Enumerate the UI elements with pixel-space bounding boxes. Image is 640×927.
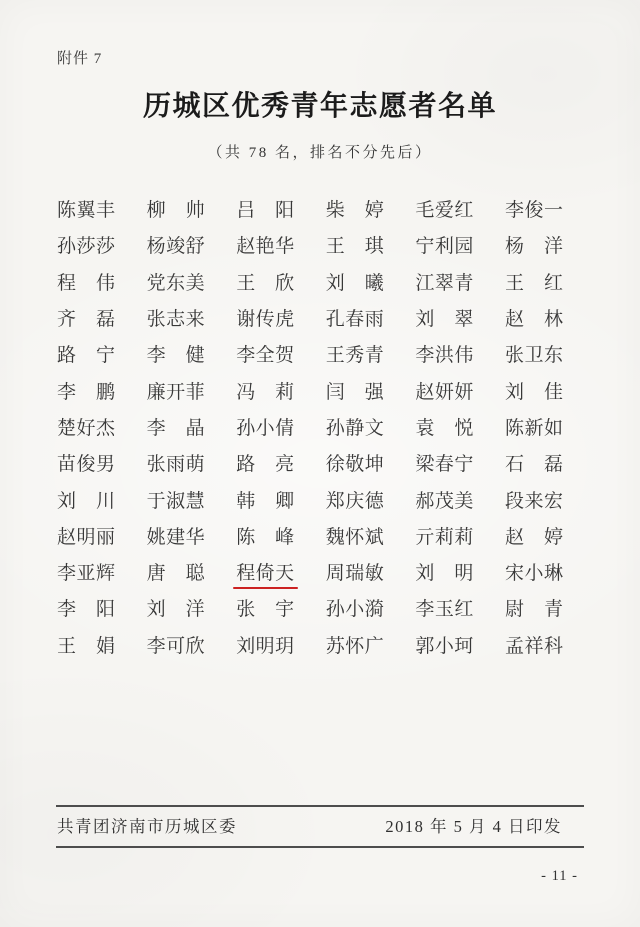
name-cell: 杨竣舒 (146, 236, 205, 258)
name-cell: 吕 阳 (236, 200, 295, 222)
name-cell: 赵 婷 (504, 526, 563, 548)
name-cell: 王 琪 (325, 236, 384, 258)
names-row (57, 374, 563, 410)
name-cell: 魏怀斌 (325, 526, 384, 548)
name-cell: 刘 翠 (415, 309, 474, 331)
name-cell: 苏怀广 (325, 635, 384, 657)
footer-row (57, 813, 562, 837)
name-cell: 刘明玥 (236, 635, 295, 657)
attachment-label: 附件 7 (57, 51, 103, 67)
name-cell: 王秀青 (325, 345, 384, 367)
name-cell: 李亚辉 (57, 563, 115, 585)
name-cell: 路 宁 (57, 345, 115, 367)
name-cell: 袁 悦 (415, 417, 474, 439)
name-cell: 赵艳华 (236, 236, 295, 258)
name-cell: 刘 洋 (146, 599, 205, 621)
name-cell: 赵明丽 (57, 526, 115, 548)
names-row (57, 338, 563, 374)
name-cell-underlined: 程倚天 (236, 563, 295, 585)
name-cell: 宋小琳 (504, 563, 563, 585)
name-cell: 赵 林 (504, 309, 563, 331)
name-cell: 韩 卿 (236, 490, 295, 512)
name-cell: 江翠青 (415, 272, 474, 294)
name-cell: 唐 聪 (146, 563, 205, 585)
page-number: - 11 - (541, 868, 578, 884)
name-cell: 李洪伟 (415, 345, 474, 367)
name-cell: 刘 佳 (504, 381, 563, 403)
name-cell: 毛爱红 (415, 200, 474, 222)
name-cell: 宁利园 (415, 236, 474, 258)
name-cell: 李俊一 (504, 200, 563, 222)
name-cell: 郭小珂 (415, 635, 474, 657)
names-row (57, 483, 563, 519)
name-cell: 刘 曦 (325, 272, 384, 294)
name-cell: 程 伟 (57, 272, 115, 294)
name-cell: 徐敬坤 (325, 454, 384, 476)
names-row (57, 520, 563, 556)
name-cell: 谢传虎 (236, 309, 295, 331)
name-cell: 王 红 (504, 272, 563, 294)
name-cell: 孔春雨 (325, 309, 384, 331)
name-cell: 郑庆德 (325, 490, 384, 512)
name-cell: 孙静文 (325, 417, 384, 439)
name-cell: 李 晶 (146, 417, 205, 439)
names-row (57, 229, 563, 265)
name-cell: 张 宇 (236, 599, 295, 621)
page-title: 历城区优秀青年志愿者名单 (142, 91, 497, 122)
name-cell: 冯 莉 (236, 381, 295, 403)
name-cell: 孙莎莎 (57, 236, 115, 258)
name-cell: 路 亮 (236, 454, 295, 476)
subtitle-count-note: （共 78 名，排名不分先后） (207, 145, 433, 161)
name-cell: 王 欣 (236, 272, 295, 294)
name-cell: 刘 川 (57, 490, 115, 512)
name-cell: 孟祥科 (504, 635, 563, 657)
name-cell: 郝茂美 (415, 490, 474, 512)
name-cell: 张志来 (146, 309, 205, 331)
name-cell: 陈 峰 (236, 526, 295, 548)
footer-rule-top (56, 805, 584, 807)
names-row (57, 266, 563, 302)
name-cell: 梁春宁 (415, 454, 474, 476)
name-cell: 孙小漪 (325, 599, 384, 621)
name-cell: 柴 婷 (325, 200, 384, 222)
names-row (57, 556, 563, 592)
names-row (57, 411, 563, 447)
name-cell: 周瑞敏 (325, 563, 384, 585)
names-row (57, 592, 563, 628)
name-cell: 陈新如 (504, 417, 563, 439)
name-cell: 赵妍妍 (415, 381, 474, 403)
name-cell: 齐 磊 (57, 309, 115, 331)
name-cell: 党东美 (146, 272, 205, 294)
names-row (57, 193, 563, 229)
name-cell: 张卫东 (504, 345, 563, 367)
print-date-text: 2018 年 5 月 4 日印发 (385, 817, 562, 836)
name-cell: 闫 强 (325, 381, 384, 403)
issuer-text: 共青团济南市历城区委 (57, 817, 237, 836)
name-cell: 尉 青 (504, 599, 563, 621)
name-cell: 王 娟 (57, 635, 115, 657)
name-cell: 杨 洋 (504, 236, 563, 258)
name-cell: 陈翼丰 (57, 200, 115, 222)
names-grid (57, 193, 563, 665)
name-cell: 刘 明 (415, 563, 474, 585)
name-cell: 李全贺 (236, 345, 295, 367)
footer-rule-bottom (56, 846, 584, 848)
name-cell: 廉开菲 (146, 381, 205, 403)
name-cell: 段来宏 (504, 490, 563, 512)
name-cell: 李 阳 (57, 599, 115, 621)
name-cell: 石 磊 (504, 454, 563, 476)
name-cell: 柳 帅 (146, 200, 205, 222)
name-cell: 楚好杰 (57, 417, 115, 439)
name-cell: 张雨萌 (146, 454, 205, 476)
name-cell: 姚建华 (146, 526, 205, 548)
name-cell: 孙小倩 (236, 417, 295, 439)
name-cell: 李可欣 (146, 635, 205, 657)
name-cell: 李 健 (146, 345, 205, 367)
names-row (57, 447, 563, 483)
name-cell: 亓莉莉 (415, 526, 474, 548)
name-cell: 李 鹏 (57, 381, 115, 403)
names-row (57, 302, 563, 338)
name-cell: 苗俊男 (57, 454, 115, 476)
names-row (57, 629, 563, 665)
name-cell: 李玉红 (415, 599, 474, 621)
name-cell: 于淑慧 (146, 490, 205, 512)
